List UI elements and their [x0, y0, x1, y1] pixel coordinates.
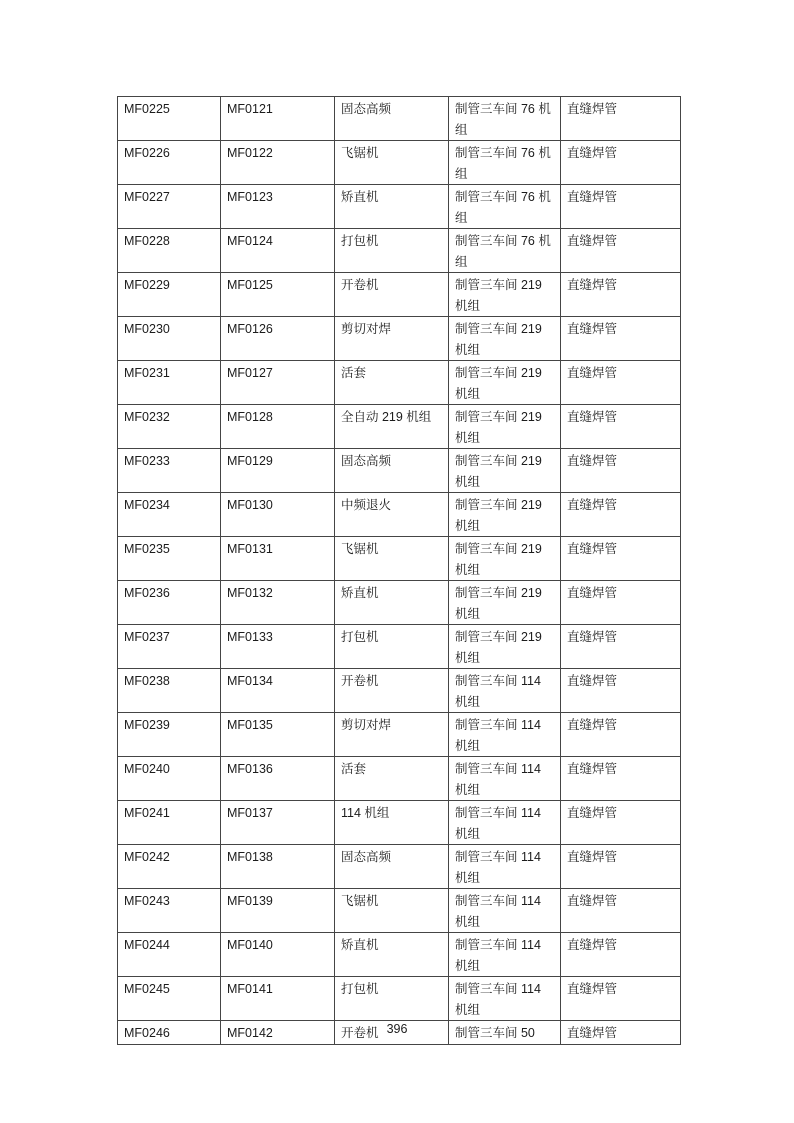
cell-equipment-name: 飞锯机	[335, 537, 449, 581]
cell-category: 直缝焊管	[561, 845, 681, 889]
cell-location: 制管三车间 50	[449, 1021, 561, 1045]
cell-equipment-name: 矫直机	[335, 933, 449, 977]
page-number: 396	[386, 1022, 408, 1036]
cell-old-code: MF0129	[221, 449, 335, 493]
cell-location: 制管三车间 114 机组	[449, 801, 561, 845]
cell-location: 制管三车间 114 机组	[449, 933, 561, 977]
cell-old-code: MF0140	[221, 933, 335, 977]
cell-old-code: MF0123	[221, 185, 335, 229]
cell-equipment-name: 活套	[335, 361, 449, 405]
cell-equipment-name: 固态高频	[335, 97, 449, 141]
cell-location: 制管三车间 219 机组	[449, 449, 561, 493]
table-row	[118, 845, 681, 889]
cell-asset-code: MF0228	[118, 229, 221, 273]
cell-asset-code: MF0237	[118, 625, 221, 669]
cell-category: 直缝焊管	[561, 141, 681, 185]
cell-equipment-name: 打包机	[335, 229, 449, 273]
cell-location: 制管三车间 219 机组	[449, 405, 561, 449]
table-row	[118, 141, 681, 185]
cell-location: 制管三车间 219 机组	[449, 581, 561, 625]
equipment-table	[117, 96, 681, 1045]
cell-old-code: MF0135	[221, 713, 335, 757]
cell-old-code: MF0131	[221, 537, 335, 581]
cell-asset-code: MF0239	[118, 713, 221, 757]
cell-asset-code: MF0229	[118, 273, 221, 317]
cell-category: 直缝焊管	[561, 1021, 681, 1045]
cell-equipment-name: 飞锯机	[335, 141, 449, 185]
cell-old-code: MF0138	[221, 845, 335, 889]
cell-category: 直缝焊管	[561, 405, 681, 449]
cell-category: 直缝焊管	[561, 889, 681, 933]
cell-equipment-name: 114 机组	[335, 801, 449, 845]
cell-old-code: MF0126	[221, 317, 335, 361]
cell-category: 直缝焊管	[561, 933, 681, 977]
cell-equipment-name: 打包机	[335, 977, 449, 1021]
table-row	[118, 625, 681, 669]
cell-old-code: MF0128	[221, 405, 335, 449]
cell-equipment-name: 活套	[335, 757, 449, 801]
table-row	[118, 317, 681, 361]
cell-equipment-name: 开卷机	[335, 669, 449, 713]
cell-old-code: MF0134	[221, 669, 335, 713]
cell-location: 制管三车间 76 机组	[449, 185, 561, 229]
cell-equipment-name: 矫直机	[335, 581, 449, 625]
cell-old-code: MF0142	[221, 1021, 335, 1045]
cell-category: 直缝焊管	[561, 97, 681, 141]
cell-asset-code: MF0244	[118, 933, 221, 977]
cell-asset-code: MF0227	[118, 185, 221, 229]
cell-equipment-name: 开卷机	[335, 1021, 449, 1045]
cell-equipment-name: 飞锯机	[335, 889, 449, 933]
table-row	[118, 713, 681, 757]
table-row	[118, 493, 681, 537]
cell-asset-code: MF0230	[118, 317, 221, 361]
cell-old-code: MF0130	[221, 493, 335, 537]
cell-asset-code: MF0236	[118, 581, 221, 625]
cell-old-code: MF0125	[221, 273, 335, 317]
cell-location: 制管三车间 76 机组	[449, 97, 561, 141]
cell-category: 直缝焊管	[561, 537, 681, 581]
cell-asset-code: MF0240	[118, 757, 221, 801]
cell-asset-code: MF0226	[118, 141, 221, 185]
cell-equipment-name: 剪切对焊	[335, 317, 449, 361]
table-row	[118, 801, 681, 845]
cell-old-code: MF0141	[221, 977, 335, 1021]
cell-asset-code: MF0232	[118, 405, 221, 449]
table-row	[118, 97, 681, 141]
cell-asset-code: MF0233	[118, 449, 221, 493]
cell-old-code: MF0124	[221, 229, 335, 273]
cell-location: 制管三车间 76 机组	[449, 229, 561, 273]
cell-category: 直缝焊管	[561, 801, 681, 845]
cell-equipment-name: 开卷机	[335, 273, 449, 317]
cell-equipment-name: 固态高频	[335, 845, 449, 889]
cell-category: 直缝焊管	[561, 449, 681, 493]
cell-category: 直缝焊管	[561, 273, 681, 317]
table-row	[118, 757, 681, 801]
cell-location: 制管三车间 114 机组	[449, 845, 561, 889]
cell-location: 制管三车间 114 机组	[449, 889, 561, 933]
cell-category: 直缝焊管	[561, 713, 681, 757]
cell-category: 直缝焊管	[561, 317, 681, 361]
cell-category: 直缝焊管	[561, 625, 681, 669]
cell-location: 制管三车间 114 机组	[449, 757, 561, 801]
cell-old-code: MF0133	[221, 625, 335, 669]
cell-location: 制管三车间 114 机组	[449, 669, 561, 713]
table-row	[118, 537, 681, 581]
cell-asset-code: MF0241	[118, 801, 221, 845]
table-row	[118, 669, 681, 713]
cell-equipment-name: 剪切对焊	[335, 713, 449, 757]
cell-location: 制管三车间 219 机组	[449, 361, 561, 405]
cell-category: 直缝焊管	[561, 185, 681, 229]
cell-location: 制管三车间 219 机组	[449, 625, 561, 669]
cell-location: 制管三车间 219 机组	[449, 537, 561, 581]
cell-old-code: MF0136	[221, 757, 335, 801]
cell-equipment-name: 打包机	[335, 625, 449, 669]
cell-equipment-name: 矫直机	[335, 185, 449, 229]
cell-category: 直缝焊管	[561, 361, 681, 405]
table-row	[118, 889, 681, 933]
cell-old-code: MF0137	[221, 801, 335, 845]
cell-location: 制管三车间 114 机组	[449, 713, 561, 757]
cell-category: 直缝焊管	[561, 229, 681, 273]
table-row	[118, 229, 681, 273]
cell-asset-code: MF0234	[118, 493, 221, 537]
cell-location: 制管三车间 76 机组	[449, 141, 561, 185]
table-row	[118, 361, 681, 405]
cell-old-code: MF0139	[221, 889, 335, 933]
cell-location: 制管三车间 219 机组	[449, 273, 561, 317]
table-row	[118, 185, 681, 229]
table-row	[118, 449, 681, 493]
cell-asset-code: MF0225	[118, 97, 221, 141]
cell-old-code: MF0121	[221, 97, 335, 141]
cell-equipment-name: 中频退火	[335, 493, 449, 537]
cell-asset-code: MF0243	[118, 889, 221, 933]
cell-category: 直缝焊管	[561, 581, 681, 625]
cell-location: 制管三车间 219 机组	[449, 317, 561, 361]
table-row	[118, 405, 681, 449]
cell-category: 直缝焊管	[561, 977, 681, 1021]
cell-asset-code: MF0238	[118, 669, 221, 713]
cell-asset-code: MF0231	[118, 361, 221, 405]
cell-equipment-name: 全自动 219 机组	[335, 405, 449, 449]
cell-old-code: MF0122	[221, 141, 335, 185]
cell-category: 直缝焊管	[561, 493, 681, 537]
cell-equipment-name: 固态高频	[335, 449, 449, 493]
table-row	[118, 273, 681, 317]
table-row	[118, 977, 681, 1021]
cell-asset-code: MF0235	[118, 537, 221, 581]
cell-category: 直缝焊管	[561, 669, 681, 713]
cell-category: 直缝焊管	[561, 757, 681, 801]
cell-location: 制管三车间 114 机组	[449, 977, 561, 1021]
cell-old-code: MF0132	[221, 581, 335, 625]
table-body	[118, 97, 681, 1045]
table-row	[118, 581, 681, 625]
cell-old-code: MF0127	[221, 361, 335, 405]
cell-asset-code: MF0246	[118, 1021, 221, 1045]
cell-asset-code: MF0242	[118, 845, 221, 889]
cell-location: 制管三车间 219 机组	[449, 493, 561, 537]
cell-asset-code: MF0245	[118, 977, 221, 1021]
table-row	[118, 933, 681, 977]
